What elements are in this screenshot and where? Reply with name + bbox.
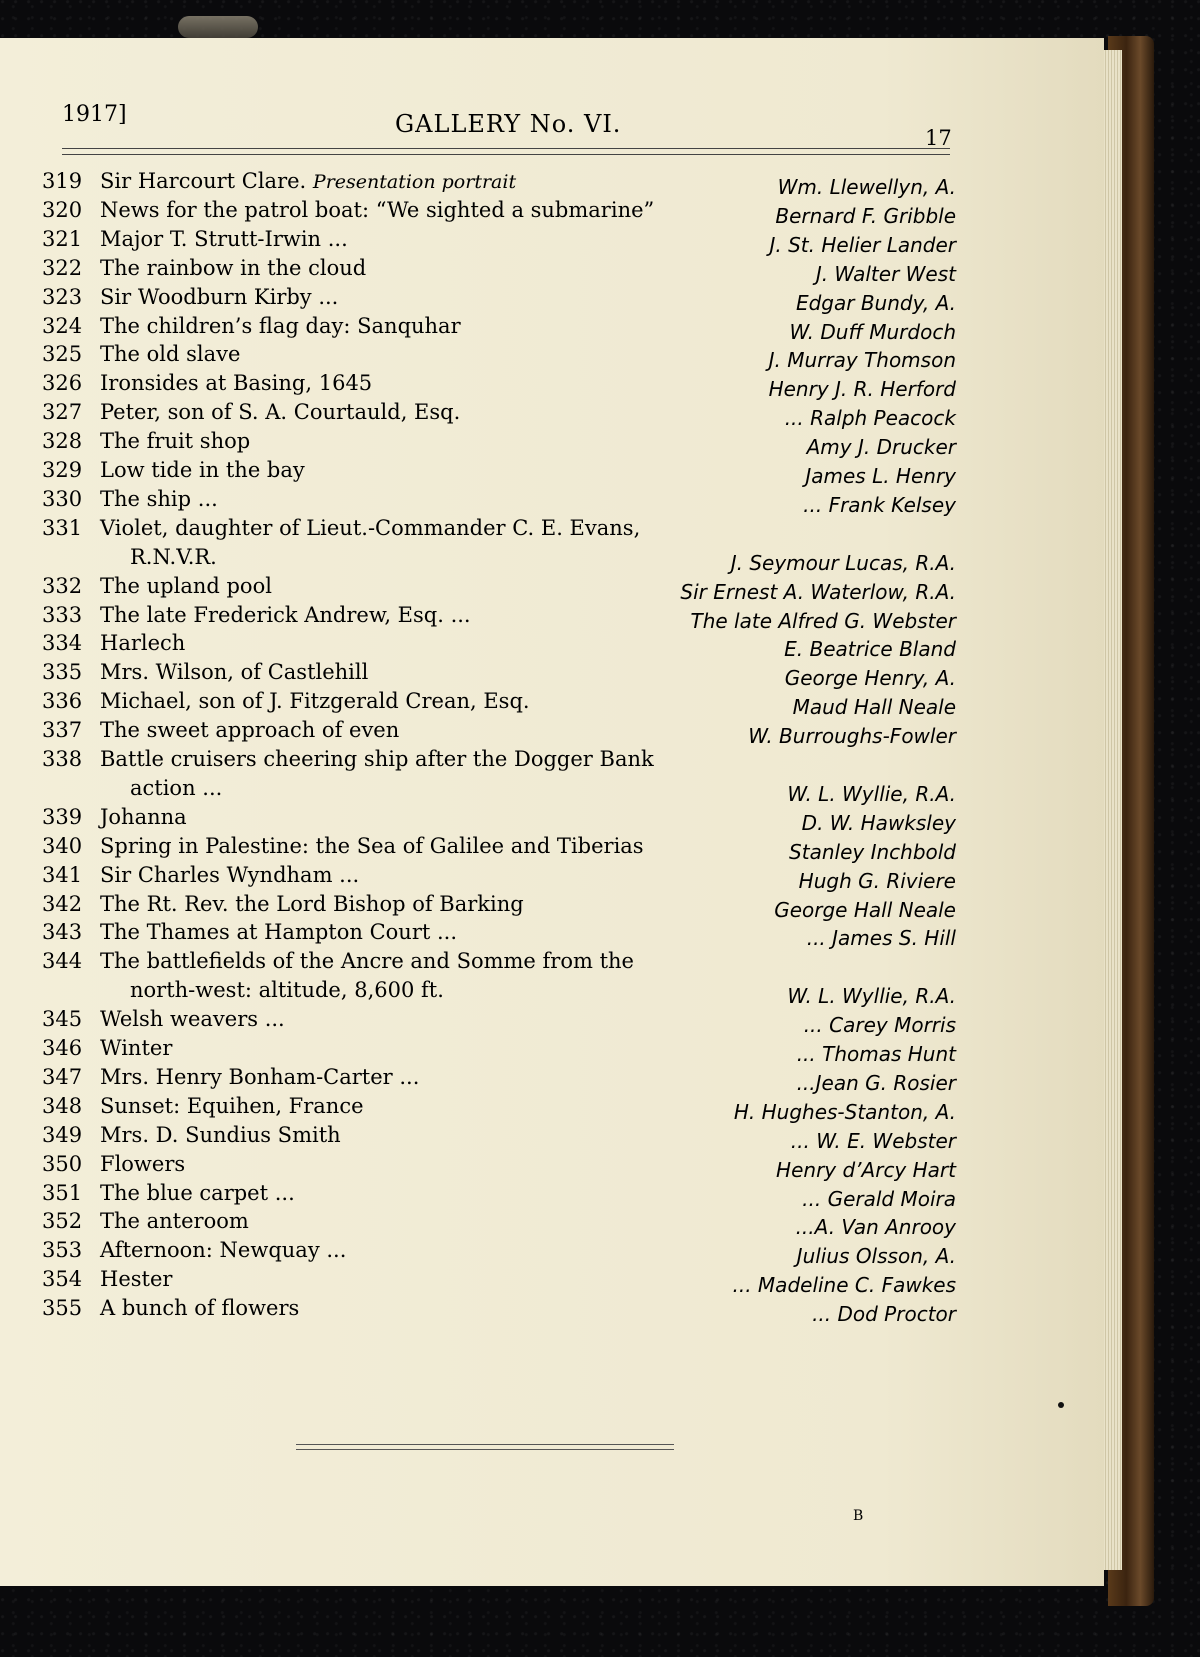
- entry-number: 349: [42, 1122, 83, 1147]
- entry-number: 327: [42, 400, 83, 425]
- entry-number: 331: [42, 515, 83, 540]
- entry-title-text: The sweet approach of even: [100, 718, 400, 743]
- catalogue-entry: [42, 631, 962, 662]
- catalogue-entry: [42, 400, 962, 431]
- entry-title: [100, 660, 368, 684]
- entry-title-text: Low tide in the bay: [100, 458, 305, 482]
- entry-title-text: Flowers: [100, 1151, 186, 1176]
- entry-title: [100, 256, 366, 280]
- entry-title: [100, 747, 654, 771]
- catalogue-entry: [42, 458, 962, 486]
- entry-artist: ... Carey Morris: [803, 1013, 956, 1038]
- catalogue-entry: [42, 314, 962, 342]
- entry-title: [100, 371, 372, 395]
- entry-title-text: The old slave: [100, 342, 241, 367]
- catalogue-entry: [42, 660, 962, 691]
- entry-title-text: The rainbow in the cloud: [100, 255, 367, 280]
- entry-title-text: Sir Woodburn Kirby ...: [100, 284, 339, 309]
- catalogue-entry: [42, 487, 962, 515]
- catalogue-entry: [42, 1296, 962, 1327]
- entry-title-text: Welsh weavers ...: [100, 1007, 285, 1032]
- entry-artist: ... Dod Proctor: [812, 1302, 956, 1327]
- entry-title-text: Sunset: Equihen, France: [100, 1093, 364, 1118]
- entry-title-text: Mrs. Henry Bonham-Carter ...: [100, 1064, 420, 1089]
- entry-number: 321: [42, 226, 83, 251]
- entry-title: [100, 169, 516, 193]
- entry-title: [100, 631, 185, 655]
- entry-number: 329: [42, 458, 83, 482]
- entry-artist: Maud Hall Neale: [792, 695, 956, 720]
- catalogue-entry-continued: [42, 776, 962, 804]
- entry-title: [100, 1065, 419, 1089]
- catalogue-entry: [42, 920, 962, 951]
- entry-title: [100, 227, 348, 251]
- entry-number: 328: [42, 429, 83, 454]
- header-double-rule: [62, 148, 950, 155]
- entry-title-continued: action ...: [130, 775, 223, 800]
- entry-title-text: News for the patrol boat: “We sighted a submarine”: [100, 197, 655, 222]
- entry-number: 339: [42, 804, 83, 829]
- entry-title: [100, 487, 218, 511]
- entry-artist: W. L. Wyllie, R.A.: [787, 984, 956, 1009]
- entry-title: [100, 603, 471, 627]
- entry-artist: Amy J. Drucker: [806, 435, 956, 460]
- entry-artist: The late Alfred G. Webster: [690, 608, 956, 633]
- entry-title-text: The blue carpet ...: [100, 1180, 295, 1205]
- entry-number: 338: [42, 747, 83, 771]
- entry-title: [100, 1209, 249, 1233]
- catalogue-entry: [42, 949, 962, 977]
- entry-title: [100, 892, 524, 916]
- entry-title-text: Winter: [100, 1036, 173, 1060]
- entry-title-text: Harlech: [100, 631, 186, 656]
- header-year: 1917]: [62, 102, 127, 127]
- entry-title: [100, 314, 461, 338]
- entry-number: 348: [42, 1093, 83, 1118]
- entry-title-text: Hester: [100, 1267, 173, 1292]
- entry-title-text: Johanna: [100, 804, 187, 829]
- entry-number: 343: [42, 920, 83, 945]
- entry-number: 323: [42, 284, 83, 309]
- entry-title-text: The children’s flag day: Sanquhar: [100, 313, 461, 338]
- catalogue-entry: [42, 516, 962, 544]
- entry-number: 344: [42, 949, 83, 974]
- catalogue-entry-continued: [42, 545, 962, 573]
- entry-note: Presentation portrait: [312, 171, 517, 193]
- entry-title: [100, 429, 250, 453]
- entry-number: 347: [42, 1064, 83, 1089]
- entry-number: 345: [42, 1007, 83, 1032]
- catalogue-entry: [42, 1065, 962, 1093]
- catalogue-entry-continued: [42, 978, 962, 1009]
- catalogue-entry: [42, 1238, 962, 1269]
- entry-title: [100, 920, 457, 944]
- entry-artist: Hugh G. Riviere: [798, 868, 956, 893]
- entry-title-text: Mrs. D. Sundius Smith: [100, 1122, 341, 1147]
- entry-title-text: Michael, son of J. Fitzgerald Crean, Esq.: [100, 689, 530, 714]
- entry-title-continued: north-west: altitude, 8,600 ft.: [130, 978, 444, 1003]
- entry-number: 340: [42, 833, 83, 858]
- printer-signature: B: [853, 1508, 864, 1524]
- page-title: GALLERY No. VI.: [395, 110, 622, 138]
- entry-number: 352: [42, 1209, 83, 1234]
- entry-number: 341: [42, 862, 83, 887]
- entry-artist: J. Seymour Lucas, R.A.: [730, 550, 956, 575]
- entry-artist: W. L. Wyllie, R.A.: [787, 781, 956, 806]
- catalogue-entry: [42, 603, 962, 631]
- catalogue-entry: [42, 285, 962, 313]
- entry-title-text: The ship ...: [100, 486, 218, 511]
- entry-number: 319: [42, 169, 83, 193]
- entry-number: 325: [42, 342, 83, 367]
- entry-artist: ... Frank Kelsey: [803, 492, 956, 517]
- entry-title-continued: R.N.V.R.: [130, 544, 217, 569]
- catalogue-entry: [42, 256, 962, 284]
- entry-artist: Henry d’Arcy Hart: [776, 1157, 956, 1182]
- entry-artist: H. Hughes-Stanton, A.: [733, 1099, 956, 1124]
- entry-title-text: The anteroom: [100, 1209, 249, 1234]
- ink-spot: [1058, 1402, 1064, 1408]
- entry-title-text: The late Frederick Andrew, Esq. ...: [100, 602, 471, 627]
- entry-artist: ... W. E. Webster: [790, 1128, 956, 1153]
- entry-title: [100, 516, 640, 540]
- entry-number: 350: [42, 1151, 83, 1176]
- entry-title-text: Afternoon: Newquay ...: [100, 1238, 347, 1263]
- entry-artist: Wm. Llewellyn, A.: [777, 175, 956, 199]
- entry-title-text: The Thames at Hampton Court ...: [100, 920, 457, 945]
- entry-title-text: Spring in Palestine: the Sea of Galilee and Tiberias: [100, 833, 644, 858]
- entry-title: [100, 1181, 295, 1205]
- entry-list: [42, 169, 962, 1409]
- entry-number: 336: [42, 689, 83, 714]
- catalogue-entry: [42, 805, 962, 833]
- catalogue-entry: [42, 1094, 962, 1122]
- catalogue-entry: [42, 834, 962, 862]
- entry-artist: ... Thomas Hunt: [796, 1042, 956, 1066]
- catalogue-entry: [42, 1152, 962, 1180]
- entry-number: 337: [42, 718, 83, 743]
- entry-title-text: Mrs. Wilson, of Castlehill: [100, 660, 369, 685]
- entry-number: 334: [42, 631, 83, 656]
- entry-title-text: The fruit shop: [100, 429, 251, 454]
- entry-title: [100, 1036, 172, 1060]
- entry-number: 355: [42, 1296, 83, 1321]
- entry-title-text: Ironsides at Basing, 1645: [100, 371, 373, 396]
- entry-artist: Stanley Inchbold: [789, 839, 956, 864]
- catalogue-entry: [42, 429, 962, 460]
- entry-title: [100, 689, 530, 713]
- entry-number: 351: [42, 1180, 83, 1205]
- catalogue-entry: [42, 689, 962, 720]
- entry-number: 332: [42, 573, 83, 598]
- entry-title: [100, 1152, 185, 1176]
- entry-artist: W. Duff Murdoch: [789, 319, 956, 344]
- entry-artist: ... James S. Hill: [806, 926, 956, 951]
- entry-number: 335: [42, 660, 83, 685]
- catalogue-entry: [42, 227, 962, 255]
- entry-title: [100, 1238, 346, 1262]
- catalogue-entry: [42, 747, 962, 775]
- entry-artist: James L. Henry: [805, 464, 956, 488]
- entry-number: 333: [42, 602, 83, 627]
- entry-number: 326: [42, 371, 83, 396]
- catalogue-entry: [42, 1007, 962, 1038]
- entry-title: [100, 834, 644, 858]
- entry-title-text: Major T. Strutt-Irwin ...: [100, 226, 348, 251]
- entry-number: 342: [42, 891, 83, 916]
- entry-title: [100, 458, 305, 482]
- entry-title: [100, 574, 272, 598]
- catalogue-entry: [42, 198, 962, 226]
- entry-title: [100, 1296, 299, 1320]
- entry-title: [100, 1123, 341, 1147]
- entry-number: 353: [42, 1238, 83, 1263]
- entry-artist: ...A. Van Anrooy: [795, 1215, 956, 1240]
- entry-artist: Bernard F. Gribble: [775, 203, 956, 228]
- entry-artist: J. St. Helier Lander: [769, 232, 956, 257]
- catalogue-entry: [42, 718, 962, 749]
- catalogue-entry: [42, 1267, 962, 1298]
- page-number: 17: [925, 126, 952, 150]
- entry-artist: W. Burroughs-Fowler: [748, 724, 956, 749]
- catalogue-entry: [42, 169, 962, 197]
- entry-title-text: Peter, son of S. A. Courtauld, Esq.: [100, 400, 461, 425]
- entry-artist: ...Jean G. Rosier: [796, 1070, 956, 1095]
- entry-title: [100, 400, 460, 424]
- entry-number: 346: [42, 1036, 83, 1060]
- entry-title: [100, 805, 187, 829]
- entry-title: [100, 342, 240, 366]
- entry-title: [100, 285, 338, 309]
- entry-artist: D. W. Hawksley: [801, 810, 956, 835]
- entry-title: [100, 198, 654, 222]
- entry-artist: Sir Ernest A. Waterlow, R.A.: [680, 579, 956, 604]
- catalogue-entry: [42, 342, 962, 373]
- catalogue-entry: [42, 371, 962, 402]
- entry-number: 320: [42, 197, 83, 222]
- entry-title-text: Sir Harcourt Clare.: [100, 169, 307, 193]
- entry-artist: ... Gerald Moira: [802, 1186, 956, 1211]
- entry-title: [100, 1267, 172, 1291]
- entry-number: 324: [42, 313, 83, 338]
- entry-title: [100, 718, 399, 742]
- catalogue-entry: [42, 1181, 962, 1209]
- entry-artist: George Hall Neale: [774, 897, 956, 922]
- entry-title: [100, 1094, 364, 1118]
- entry-title-text: Sir Charles Wyndham ...: [100, 862, 360, 887]
- entry-title-text: Violet, daughter of Lieut.-Commander C. E. Evans,: [100, 515, 641, 540]
- catalogue-entry: [42, 1036, 962, 1064]
- entry-artist: Henry J. R. Herford: [768, 377, 956, 402]
- catalogue-entry: [42, 1209, 962, 1240]
- entry-number: 354: [42, 1267, 83, 1292]
- entry-artist: ... Madeline C. Fawkes: [732, 1273, 956, 1298]
- entry-number: 330: [42, 486, 83, 511]
- entry-title-text: The upland pool: [100, 573, 272, 598]
- entry-title-text: The Rt. Rev. the Lord Bishop of Barking: [100, 891, 524, 916]
- entry-title: [100, 863, 359, 887]
- entry-artist: J. Murray Thomson: [768, 348, 956, 373]
- entry-artist: Edgar Bundy, A.: [795, 290, 956, 315]
- catalogue-entry: [42, 1123, 962, 1151]
- entry-artist: J. Walter West: [815, 261, 956, 286]
- footer-double-rule: [296, 1444, 674, 1450]
- binder-clip: [178, 16, 258, 38]
- entry-artist: E. Beatrice Bland: [784, 637, 956, 662]
- entry-title: [100, 1007, 285, 1031]
- entry-title-text: Battle cruisers cheering ship after the Dogger Bank: [100, 747, 654, 771]
- entry-artist: Julius Olsson, A.: [796, 1244, 956, 1269]
- catalogue-entry: [42, 574, 962, 602]
- entry-title-text: The battlefields of the Ancre and Somme from the: [100, 949, 634, 974]
- entry-title-text: A bunch of flowers: [100, 1296, 300, 1321]
- catalogue-entry: [42, 892, 962, 920]
- entry-artist: George Henry, A.: [784, 666, 956, 691]
- entry-artist: ... Ralph Peacock: [784, 406, 956, 431]
- catalogue-entry: [42, 863, 962, 891]
- entry-title: [100, 949, 634, 973]
- entry-number: 322: [42, 255, 83, 280]
